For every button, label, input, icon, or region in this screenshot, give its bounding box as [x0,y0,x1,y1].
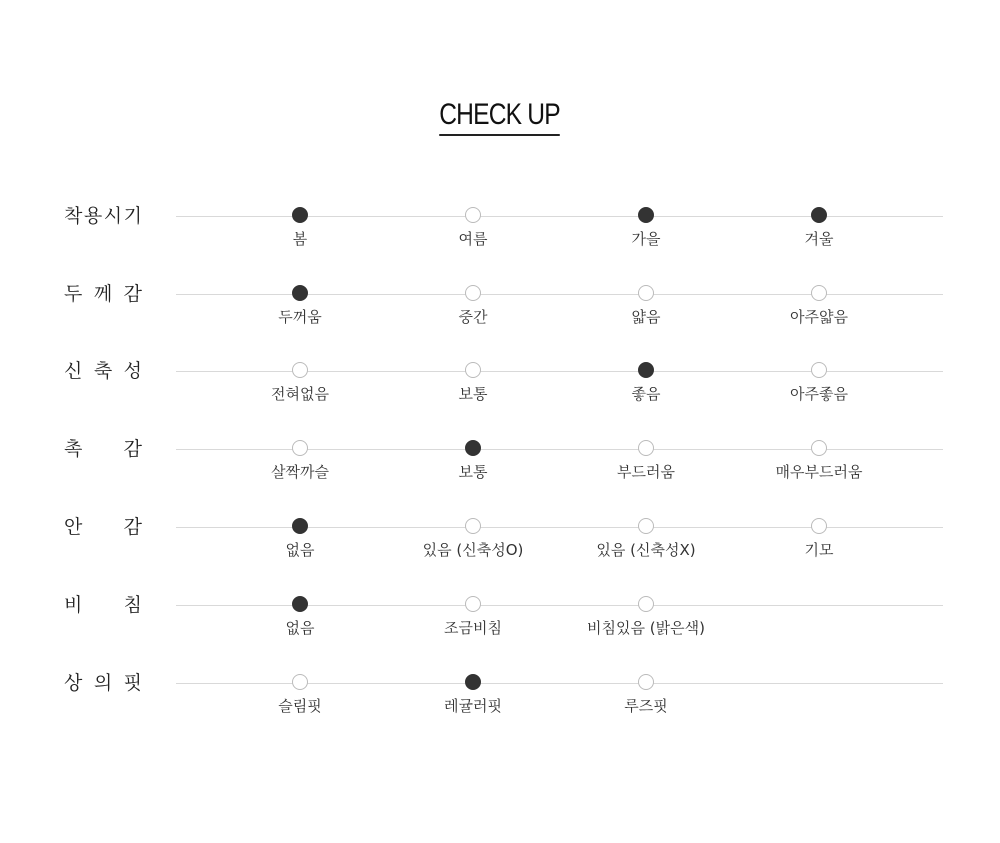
empty-circle-icon [465,285,481,301]
option-label: 슬림핏 [278,697,322,715]
option-label: 봄 [292,230,308,248]
option-label: 조금비침 [444,619,502,637]
option-label: 아주얇음 [790,308,848,326]
empty-circle-icon [292,362,308,378]
filled-circle-icon [292,285,308,301]
empty-circle-icon [292,674,308,690]
option-label: 여름 [458,230,488,248]
option-radio[interactable] [576,596,716,646]
option-label: 없음 [285,541,315,559]
page-title-text: CHECK UP [440,98,561,136]
option-radio[interactable] [230,674,370,724]
empty-circle-icon [638,440,654,456]
option-radio[interactable] [230,285,370,335]
empty-circle-icon [811,440,827,456]
checkup-row [0,205,1000,286]
option-label: 살짝까슬 [271,463,329,481]
option-radio[interactable] [230,440,370,490]
row-label: 안 감 [64,516,142,538]
option-radio[interactable] [576,674,716,724]
filled-circle-icon [465,674,481,690]
option-radio[interactable] [230,518,370,568]
empty-circle-icon [638,596,654,612]
filled-circle-icon [638,362,654,378]
option-radio[interactable] [749,440,889,490]
option-radio[interactable] [403,596,543,646]
filled-circle-icon [638,207,654,223]
empty-circle-icon [465,362,481,378]
row-label: 두 께 감 [64,283,142,305]
option-radio[interactable] [749,362,889,412]
option-radio[interactable] [576,440,716,490]
filled-circle-icon [292,596,308,612]
row-label: 신 축 성 [64,360,142,382]
row-label: 촉 감 [64,438,142,460]
option-radio[interactable] [576,285,716,335]
checkup-row [0,516,1000,597]
option-radio[interactable] [403,285,543,335]
empty-circle-icon [638,518,654,534]
filled-circle-icon [292,518,308,534]
empty-circle-icon [811,518,827,534]
empty-circle-icon [811,362,827,378]
option-radio[interactable] [403,440,543,490]
filled-circle-icon [811,207,827,223]
option-label: 전혀없음 [271,385,329,403]
option-label: 아주좋음 [790,385,848,403]
page-title [0,98,1000,136]
empty-circle-icon [465,596,481,612]
option-label: 있음 (신축성O) [422,541,524,559]
option-label: 두꺼움 [278,308,322,326]
empty-circle-icon [638,285,654,301]
option-radio[interactable] [576,207,716,257]
option-radio[interactable] [403,518,543,568]
checkup-row [0,438,1000,519]
option-radio[interactable] [749,285,889,335]
option-label: 없음 [285,619,315,637]
option-label: 겨울 [804,230,834,248]
option-label: 있음 (신축성X) [596,541,696,559]
option-label: 보통 [458,463,488,481]
row-label: 비 침 [64,594,142,616]
empty-circle-icon [465,207,481,223]
checkup-row [0,672,1000,753]
option-label: 얇음 [631,308,661,326]
row-label: 상 의 핏 [64,672,142,694]
option-label: 비침있음 (밝은색) [587,619,705,637]
option-label: 중간 [458,308,488,326]
option-radio[interactable] [749,207,889,257]
option-label: 매우부드러움 [775,463,863,481]
option-radio[interactable] [230,596,370,646]
option-radio[interactable] [403,207,543,257]
option-radio[interactable] [403,674,543,724]
option-radio[interactable] [576,518,716,568]
option-label: 좋음 [631,385,661,403]
row-label: 착 용 시 기 [64,205,142,227]
filled-circle-icon [292,207,308,223]
option-label: 기모 [804,541,834,559]
option-radio[interactable] [230,207,370,257]
checkup-row [0,594,1000,675]
empty-circle-icon [638,674,654,690]
checkup-row [0,360,1000,441]
empty-circle-icon [811,285,827,301]
option-label: 부드러움 [617,463,675,481]
option-label: 루즈핏 [624,697,668,715]
option-radio[interactable] [749,518,889,568]
filled-circle-icon [465,440,481,456]
option-radio[interactable] [230,362,370,412]
option-radio[interactable] [403,362,543,412]
empty-circle-icon [465,518,481,534]
empty-circle-icon [292,440,308,456]
option-radio[interactable] [576,362,716,412]
checkup-row [0,283,1000,364]
option-label: 레귤러핏 [444,697,502,715]
option-label: 가을 [631,230,661,248]
option-label: 보통 [458,385,488,403]
